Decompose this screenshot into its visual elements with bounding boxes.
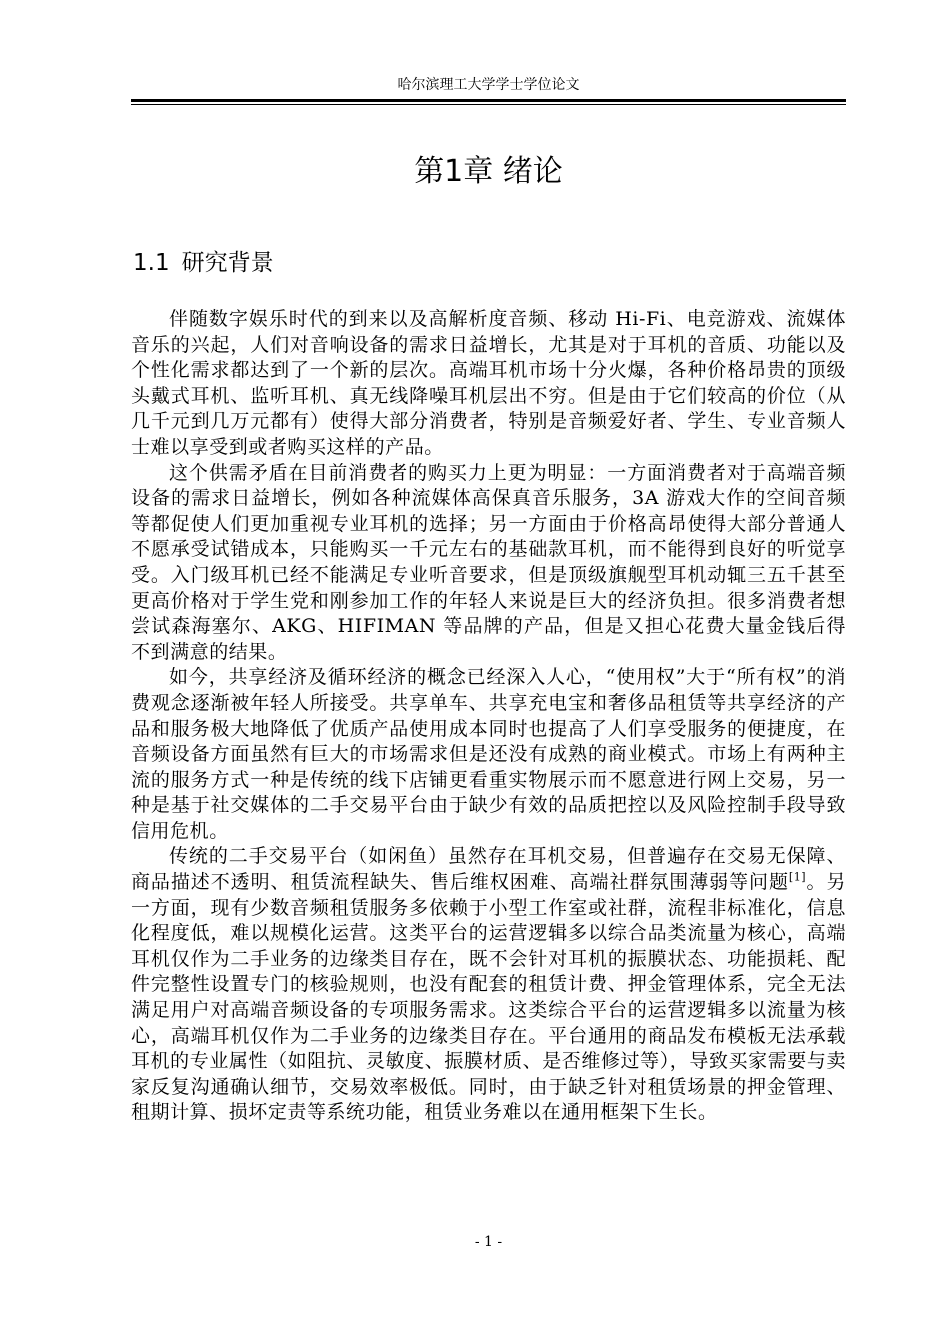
paragraph-1: 伴随数字娱乐时代的到来以及高解析度音频、移动 Hi-Fi、电竞游戏、流媒体音乐的兴起，人们对音响设备的需求日益增长，尤其是对于耳机的音质、功能以及个性化需求都达到了一个新的层次。高端耳机市场十分火爆，各种价格昂贵的顶级头戴式耳机、监听耳机、真无线降噪耳机层出不穷。但是由于它们较高的价位（从几千元到几万元都有）使得大部分消费者，特别是音频爱好者、学生、专业音频人士难以享受到或者购买这样的产品。 <box>131 308 846 458</box>
paragraph-4 <box>131 844 846 1126</box>
citation-ref-1[interactable]: [1] <box>788 870 807 884</box>
page-number: - 1 - <box>474 1234 503 1250</box>
paragraph-4-part-1: 传统的二手交易平台（如闲鱼）虽然存在耳机交易，但普遍存在交易无保障、商品描述不透明、租赁流程缺失、售后维权困难、高端社群氛围薄弱等问题 <box>131 845 846 894</box>
section-title: 研究背景 <box>181 250 274 276</box>
body-text <box>131 307 846 1126</box>
section-number: 1.1 <box>133 250 170 276</box>
paragraph-3: 如今，共享经济及循环经济的概念已经深入人心，“使用权”大于“所有权”的消费观念逐渐被年轻人所接受。共享单车、共享充电宝和奢侈品租赁等共享经济的产品和服务极大地降低了优质产品使用成本同时也提高了人们享受服务的便捷度，在音频设备方面虽然有巨大的市场需求但是还没有成熟的商业模式。市场上有两种主流的服务方式一种是传统的线下店铺更看重实物展示而不愿意进行网上交易，另一种是基于社交媒体的二手交易平台由于缺少有效的品质把控以及风险控制手段导致信用危机。 <box>131 666 846 842</box>
header-rule-thin <box>131 104 846 105</box>
section-heading <box>133 246 274 280</box>
running-header: 哈尔滨理工大学学士学位论文 <box>397 77 580 93</box>
header-rule-thick <box>131 99 846 102</box>
paragraph-4-part-2: 。另一方面，现有少数音频租赁服务多依赖于小型工作室或社群，流程非标准化，信息化程度低，难以规模化运营。这类平台的运营逻辑多以综合品类流量为核心，高端耳机仅作为二手业务的边缘类目存在，既不会针对耳机的振膜状态、功能损耗、配件完整性设置专门的核验规则，也没有配套的租赁计费、押金管理体系，完全无法满足用户对高端音频设备的专项服务需求。这类综合平台的运营逻辑多以流量为核心，高端耳机仅作为二手业务的边缘类目存在。平台通用的商品发布模板无法承载耳机的专业属性（如阻抗、灵敏度、振膜材质、是否维修过等），导致买家需要与卖家反复沟通确认细节，交易效率极低。同时，由于缺乏针对租赁场景的押金管理、租期计算、损坏定责等系统功能，租赁业务难以在通用框架下生长。 <box>131 871 846 1124</box>
chapter-title: 第1章 绪论 <box>414 154 563 189</box>
paragraph-2: 这个供需矛盾在目前消费者的购买力上更为明显：一方面消费者对于高端音频设备的需求日益增长，例如各种流媒体高保真音乐服务，3A 游戏大作的空间音频等都促使人们更加重视专业耳机的选择；另一方面由于价格高昂使得大部分普通人不愿承受试错成本，只能购买一千元左右的基础款耳机，而不能得到良好的听觉享受。入门级耳机已经不能满足专业听音要求，但是顶级旗舰型耳机动辄三五千甚至更高价格对于学生党和刚参加工作的年轻人来说是巨大的经济负担。很多消费者想尝试森海塞尔、AKG、HIFIMAN 等品牌的产品，但是又担心花费大量金钱后得不到满意的结果。 <box>131 461 846 663</box>
